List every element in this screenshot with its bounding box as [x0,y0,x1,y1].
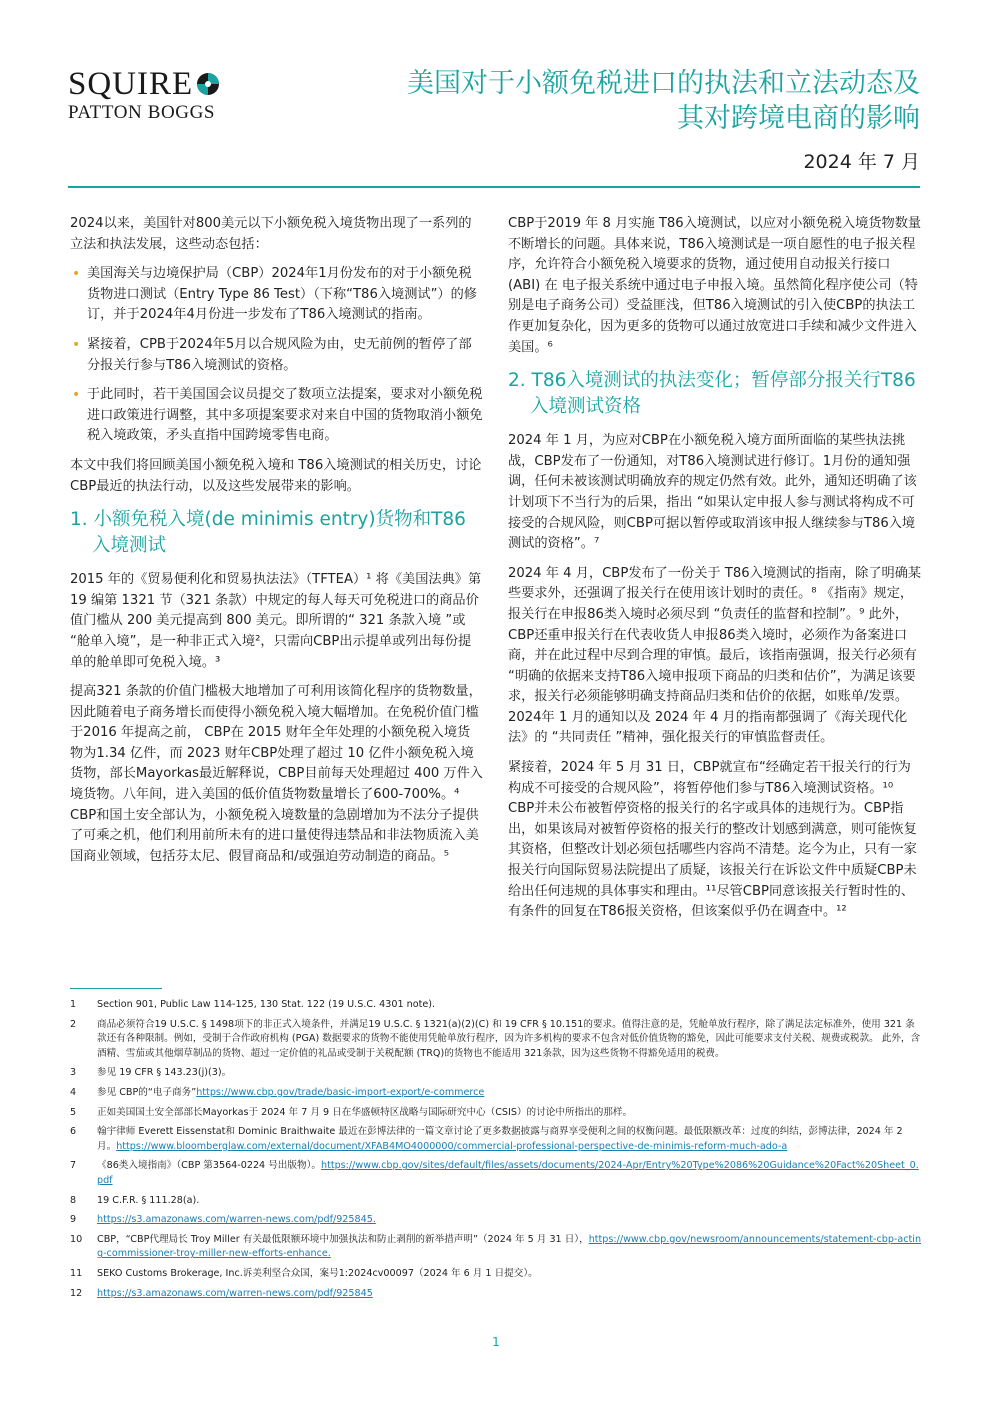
footnote-link[interactable]: https://www.cbp.gov/sites/default/files/assets/documents/2024-Apr/Entry%20Type%2086%20Guidance%20Fact%20Sheet_0.pdf [97,1160,919,1186]
footnote-number: 9 [70,1214,77,1226]
footnote-text: SEKO Customs Brokerage, Inc.诉美利坚合众国，案号1:2024cv00097（2024 年 6 月 1 日提交）。 [97,1267,538,1279]
footnote-item [70,1066,922,1081]
footnote-item [70,1125,922,1154]
footnote-item [70,1213,922,1228]
footnote-item [70,1018,922,1062]
intro-paragraph: 2024以来，美国针对800美元以下小额免税入境货物出现了一系列的立法和执法发展，这些动态包括： [70,216,472,252]
footnote-text: 《86类入境指南》（CBP 第3564-0224 号出版物）。https://www.cbp.gov/sites/default/files/assets/documents/2024-Apr/Entry%20Type%2086%20Guidance%20Fact%20Sheet_0.pdf [97,1160,919,1186]
footnote-text: 正如美国国土安全部部长Mayorkas于 2024 年 7 月 9 日在华盛顿特区战略与国际研究中心（CSIS）的讨论中所指出的那样。 [97,1106,633,1118]
footnotes [70,998,922,1306]
section1-paragraph-1: 2015 年的《贸易便利化和贸易执法法》（TFTEA）¹ 将《美国法典》第 19 编第 1321 节（321 条款）中规定的每人每天可免税进口的商品价值门槛从 200 美元提高到 800 美元。即所谓的“ 321 条款入境 ”或 “舱单入境”，是一种非正式入境²，只需向CBP出示提单或列出每份提单的舱单即可免税入境。³ [70,572,482,670]
footnote-link[interactable]: https://s3.amazonaws.com/warren-news.com/pdf/925845 [97,1287,373,1299]
footnote-link[interactable]: https://s3.amazonaws.com/warren-news.com/pdf/925845. [97,1214,376,1226]
footnote-number: 10 [70,1233,83,1245]
footnote-text: 参见 19 CFR § 143.23(j)(3)。 [97,1067,232,1079]
list-item: • 紧接着，CPB于2024年5月以合规风险为由，史无前例的暂停了部分报关行参与T86入境测试的资格。 [70,335,483,376]
footnote-divider [70,988,162,989]
section2-paragraph-2: 2024 年 4 月，CBP发布了一份关于 T86入境测试的指南，除了明确某些要求外，还强调了报关行在使用该计划时的责任。⁸ 《指南》规定，报关行在申报86类入境时必须尽到 “负责任的监督和控制”。⁹ 此外，CBP还重申报关行在代表收货人申报86类入境时，必须作为备案进口商，并在此过程中尽到合理的审慎。最后，该指南强调，报关行必须有 “明确的依据来支持T86入境申报项下商品的归类和估价”，为满足该要求，报关行必须能够明确支持商品归类和估价的依据，如账单/发票。2024年 1 月的通知以及 2024 年 4 月的指南都强调了《海关现代化法》的 “共同责任 ”精神，强化报关行的审慎监督责任。 [508,565,922,746]
footnote-text [97,1213,922,1228]
footnote-text: CBP，“CBP代理局长 Troy Miller 有关最低限额环境中加强执法和防止剥削的新举措声明”（2024 年 5 月 31 日），https://www.cbp.gov/newsroom/announcements/statement-cbp-acting-commissioner-troy-miller-new-efforts-enhance. [97,1233,922,1260]
section-heading-1: 1. 小额免税入境(de minimis entry)货物和T86入境测试 [70,509,466,557]
footnote-text: 参见 CBP的“电子商务”https://www.cbp.gov/trade/basic-import-export/e-commerce [97,1086,485,1098]
right-column [508,214,922,932]
footnote-item [70,1159,922,1188]
section2-paragraph-3: 紧接着，2024 年 5 月 31 日，CBP就宣布“经确定若干报关行的行为构成不可接受的合规风险”，将暂停他们参与T86入境测试资格。¹⁰ CBP并未公布被暂停资格的报关行的名字或具体的违规行为。CBP指出，如果该局对被暂停资格的报关行的整改计划感到满意，则可能恢复其资格，但整改计划必须包括哪些内容尚不清楚。迄今为止，只有一家报关行向国际贸易法院提出了质疑，该报关行在诉讼文件中质疑CBP未给出任何违规的具体事实和理由。¹¹尽管CBP同意该报关行暂时性的、有条件的回复在T86报关资格，但该案似乎仍在调查中。¹² [508,760,917,920]
left-column [70,214,483,876]
document-title [280,66,920,136]
footnote-number: 7 [70,1160,77,1172]
footnote-item [70,998,922,1013]
document-date: 2024 年 7 月 [803,151,920,173]
footnote-text: 翰宇律师 Everett Eissenstat和 Dominic Braithwaite 最近在彭博法律的一篇文章讨论了更多数据披露与商界享受便利之间的权衡问题。最低限额改革：过度的纠结，彭博法律，2024 年 2 月。https://www.bloomberglaw.com/external/document/XFAB4MO4000000/commercial-professional-perspective-de-minimis-reform-much-ado-a [97,1126,903,1152]
footnote-number: 5 [70,1106,77,1118]
footnote-number: 11 [70,1267,83,1279]
footnote-item [70,1086,922,1101]
footnote-link[interactable]: https://www.cbp.gov/trade/basic-import-export/e-commerce [196,1086,485,1098]
section-heading-2: 2. T86入境测试的执法变化；暂停部分报关行T86入境测试资格 [508,370,916,418]
logo-line1: SQUIRE [68,66,194,102]
footnote-text: 商品必须符合19 U.S.C. § 1498项下的非正式入境条件，并满足19 U.S.C. § 1321(a)(2)(C) 和 19 CFR § 10.151的要求。值得注意的是，凭舱单放行程序，除了满足法定标准外，使用 321 条款还有各种限制。例如，受制于合作政府机构 (PGA) 数据要求的货物不能使用凭舱单放行程序，因为许多机构的要求不包含对低价值货物的豁免，因此可能要求支付关税、规费或税款。 此外，含酒精、雪茄或其他烟草制品的货物、超过一定价值的礼品或受制于关税配额 (TRQ)的货物也不能适用 321条款，因为这些货物不得豁免适用的税费。 [97,1018,921,1059]
footnote-item [70,1287,922,1302]
footnote-text [97,1287,922,1302]
footnote-item [70,1106,922,1121]
development-list [70,264,483,447]
header-divider [68,186,920,188]
overview-paragraph: 本文中我们将回顾美国小额免税入境和 T86入境测试的相关历史，讨论CBP最近的执法行动，以及这些发展带来的影响。 [70,457,482,494]
footnote-link[interactable]: https://www.cbp.gov/newsroom/announcements/statement-cbp-acting-commissioner-troy-miller-new-efforts-enhance. [97,1233,922,1260]
footnote-text: 19 C.F.R. § 111.28(a). [97,1194,200,1206]
title-line1: 美国对于小额免税进口的执法和立法动态及 [407,68,920,99]
page-number: 1 [492,1335,500,1349]
footnote-number: 4 [70,1086,77,1098]
footnote-number: 2 [70,1018,77,1030]
footnote-number: 6 [70,1126,77,1138]
footnote-item [70,1233,922,1262]
footnote-text: Section 901, Public Law 114-125, 130 Stat. 122 (19 U.S.C. 4301 note). [97,999,436,1010]
company-logo [68,66,268,130]
footnote-number: 8 [70,1194,77,1206]
section1-paragraph-2: 提高321 条款的价值门槛极大地增加了可利用该简化程序的货物数量，因此随着电子商务增长而使得小额免税入境大幅增加。在免税价值门槛于2016 年提高之前， CBP在 2015 财年全年处理的小额免税入境货物为1.34 亿件，而 2023 财年CBP处理了超过 10 亿件小额免税入境货物，部长Mayorkas最近解释说，CBP目前每天处理超过 400 万件入境货物。八年间，进入美国的低价值货物数量增长了600-700%。⁴ CBP和国土安全部认为，小额免税入境数量的急剧增加为不法分子提供了可乘之机，他们利用前所未有的进口量使得违禁品和非法物质流入美国商业领域，包括芬太尼、假冒商品和/或强迫劳动制造的商品。⁵ [70,684,483,864]
footnote-number: 12 [70,1287,83,1299]
title-line2: 其对跨境电商的影响 [677,103,920,134]
footnote-item [70,1267,922,1282]
section2-paragraph-1: 2024 年 1 月，为应对CBP在小额免税入境方面所面临的某些执法挑战，CBP发布了一份通知，对T86入境测试进行修订。1月份的通知强调，任何未被该测试明确放弃的规定仍然有效。此外，通知还明确了该计划项下不当行为的后果，指出 “如果认定申报人参与测试将构成不可接受的合规风险，则CBP可据以暂停或取消该申报人继续参与T86入境测试的资格”。⁷ [508,433,917,552]
logo-line2: PATTON BOGGS [68,102,216,123]
footnote-link[interactable]: https://www.bloomberglaw.com/external/document/XFAB4MO4000000/commercial-professional-perspective-de-minimis-reform-much-ado-a [116,1140,788,1152]
footnote-number: 3 [70,1067,77,1079]
list-item: • 美国海关与边境保护局（CBP）2024年1月份发布的对于小额免税货物进口测试（Entry Type 86 Test）（下称“T86入境测试”）的修订，并于2024年4月份进一步发布了T86入境测试的指南。 [70,264,483,326]
list-item: • 于此同时，若干美国国会议员提交了数项立法提案，要求对小额免税进口政策进行调整，其中多项提案要求对来自中国的货物取消小额免税入境政策，矛头直指中国跨境零售电商。 [70,385,483,447]
logo-mark-icon [196,72,220,96]
footnote-item [70,1194,922,1209]
footnote-number: 1 [70,999,77,1010]
section1-paragraph-3: CBP于2019 年 8 月实施 T86入境测试，以应对小额免税入境货物数量不断增长的问题。具体来说，T86入境测试是一项自愿性的电子报关程序，允许符合小额免税入境要求的货物，通过使用自动报关行接口 (ABI) 在 电子报关系统中通过电子申报入境。虽然简化程序使公司（特别是电子商务公司）受益匪浅，但T86入境测试的引入使CBP的执法工作更加复杂化，因为更多的货物可以通过放宽进口手续和减少文件进入美国。⁶ [508,216,922,355]
